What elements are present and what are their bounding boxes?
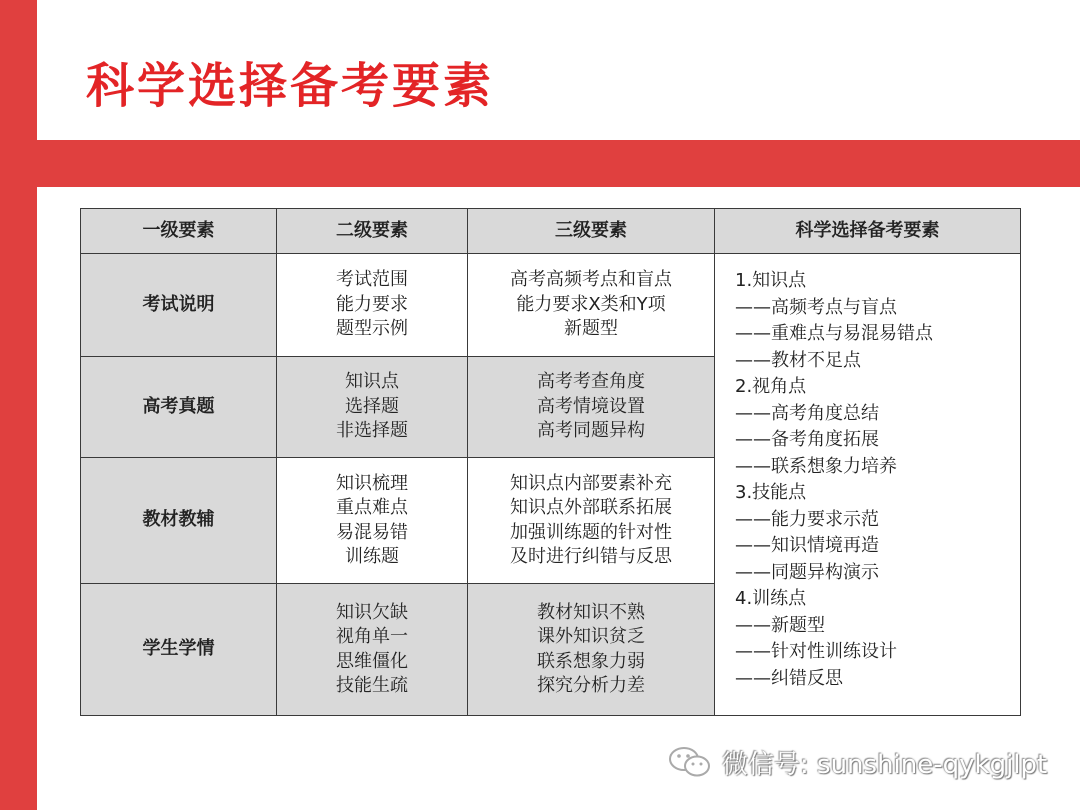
wechat-watermark: [668, 742, 1047, 782]
cell-line: 联系想象力弱: [537, 650, 645, 672]
watermark-text: 微信号: sunshine-qykgjlpt: [722, 749, 1048, 780]
science-line: ——新题型: [735, 614, 825, 636]
science-elements-cell: [715, 254, 1021, 716]
cell-line: 及时进行纠错与反思: [510, 546, 672, 568]
row-student-level1: 学生学情: [81, 584, 277, 716]
cell-line: 重点难点: [336, 497, 408, 519]
row-student-level2: [277, 584, 468, 716]
cell-line: 课外知识贫乏: [537, 626, 645, 648]
cell-line: 知识欠缺: [336, 601, 408, 623]
cell-line: 教材知识不熟: [537, 601, 645, 623]
science-line: ——重难点与易混易错点: [735, 323, 933, 344]
cell-line: 高考情境设置: [537, 395, 645, 417]
cell-line: 视角单一: [336, 626, 408, 648]
science-line: ——针对性训练设计: [735, 641, 897, 662]
science-line: ——高频考点与盲点: [735, 296, 897, 318]
science-line: 4.训练点: [735, 588, 807, 609]
row-textbook-level1: 教材教辅: [81, 457, 277, 584]
cell-line: 技能生疏: [336, 675, 408, 697]
header-level2: 二级要素: [277, 209, 468, 254]
science-line: ——联系想象力培养: [735, 455, 897, 477]
table-row: [81, 254, 1021, 357]
cell-line: 高考同题异构: [537, 420, 645, 442]
science-line: ——能力要求示范: [735, 508, 879, 530]
cell-line: 训练题: [345, 546, 399, 568]
science-line: ——知识情境再造: [735, 535, 879, 556]
cell-line: 知识点外部联系拓展: [510, 497, 672, 519]
cell-line: 思维僵化: [336, 650, 408, 672]
cell-line: 知识梳理: [336, 472, 408, 494]
left-accent-bar: [0, 0, 37, 810]
row-real-exam-level3: [468, 357, 715, 457]
science-line: ——高考角度总结: [735, 402, 879, 424]
cell-line: 探究分析力差: [537, 675, 645, 697]
cell-line: 非选择题: [336, 420, 408, 442]
cell-line: 题型示例: [336, 318, 408, 340]
header-level3: 三级要素: [468, 209, 715, 254]
cell-line: 能力要求X类和Y项: [516, 293, 666, 315]
cell-line: 知识点: [345, 371, 399, 393]
cell-line: 能力要求: [336, 293, 408, 315]
cell-line: 高考高频考点和盲点: [510, 269, 672, 291]
cell-line: 易混易错: [336, 521, 408, 543]
cell-line: 新题型: [564, 318, 618, 340]
row-exam-guide-level1: 考试说明: [81, 254, 277, 357]
science-line: ——备考角度拓展: [735, 429, 879, 450]
row-textbook-level2: [277, 457, 468, 584]
row-real-exam-level1: 高考真题: [81, 357, 277, 457]
header-level1: 一级要素: [81, 209, 277, 254]
cell-line: 知识点内部要素补充: [510, 472, 672, 494]
science-line: ——教材不足点: [735, 349, 861, 371]
row-exam-guide-level2: [277, 254, 468, 357]
wechat-icon: [668, 745, 712, 779]
cell-line: 选择题: [345, 395, 399, 417]
science-line: 1.知识点: [735, 270, 807, 291]
table-header-row: [81, 209, 1021, 254]
row-textbook-level3: [468, 457, 715, 584]
cell-line: 高考考查角度: [537, 371, 645, 393]
elements-table: [80, 208, 1021, 716]
science-line: ——同题异构演示: [735, 561, 879, 583]
cell-line: 加强训练题的针对性: [510, 521, 672, 543]
elements-table-container: [80, 208, 1020, 716]
page-title: 科学选择备考要素: [86, 58, 495, 114]
science-line: ——纠错反思: [735, 667, 843, 689]
row-real-exam-level2: [277, 357, 468, 457]
row-student-level3: [468, 584, 715, 716]
title-band: [37, 140, 1080, 187]
science-line: 2.视角点: [735, 376, 807, 397]
science-line: 3.技能点: [735, 482, 807, 503]
row-exam-guide-level3: [468, 254, 715, 357]
header-science-elements: 科学选择备考要素: [715, 209, 1021, 254]
cell-line: 考试范围: [336, 269, 408, 291]
